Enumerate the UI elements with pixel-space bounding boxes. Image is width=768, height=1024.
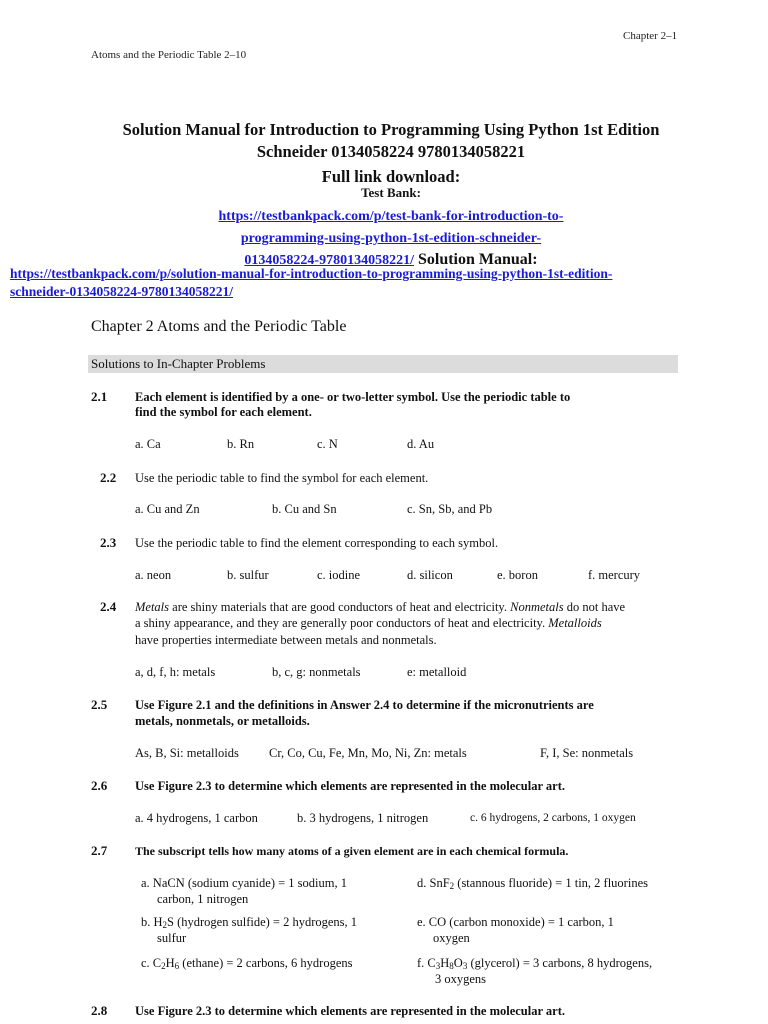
answer-2-5-nonmetals: F, I, Se: nonmetals — [540, 746, 634, 760]
answer-2-2-a: a. Cu and Zn — [135, 502, 200, 516]
answer-2-6-c: c. 6 hydrogens, 2 carbons, 1 oxygen — [470, 812, 636, 824]
answer-2-4-metalloid: e: metalloid — [407, 665, 467, 679]
problem-number-2-3: 2.3 — [100, 535, 117, 550]
problem-2-8-text: Use Figure 2.3 to determine which elements are represented in the molecular art. — [135, 1004, 566, 1018]
problem-number-2-5: 2.5 — [91, 697, 108, 712]
answer-2-1-d: d. Au — [407, 437, 435, 451]
solution-manual-link-line2[interactable]: schneider-0134058224-9780134058221/ — [10, 284, 233, 299]
answer-2-3-f: f. mercury — [588, 568, 641, 582]
answer-2-7-a-line1: a. NaCN (sodium cyanide) = 1 sodium, 1 — [141, 876, 347, 890]
problem-number-2-2: 2.2 — [100, 470, 117, 485]
problem-number-2-8: 2.8 — [91, 1003, 108, 1018]
problem-number-2-7: 2.7 — [91, 843, 108, 858]
problem-2-2-text: Use the periodic table to find the symbol for each element. — [135, 471, 429, 485]
answer-2-7-b-line1: b. $H_2S$ (hydrogen sulfide) = 2 hydrogens, 1 — [141, 915, 358, 930]
problem-2-6-text: Use Figure 2.3 to determine which elements are represented in the molecular art. — [135, 779, 566, 793]
answer-2-3-c: c. iodine — [317, 568, 361, 582]
answer-2-3-e: e. boron — [497, 568, 538, 582]
answer-2-3-d: d. silicon — [407, 568, 453, 582]
test-bank-link-line1[interactable]: https://testbankpack.com/p/test-bank-for-introduction-to- — [218, 209, 564, 224]
answer-2-3-a: a. neon — [135, 568, 172, 582]
test-bank-label: Test Bank: — [361, 185, 421, 200]
answer-2-1-b: b. Rn — [227, 437, 255, 451]
problem-2-5-text-line2: metals, nonmetals, or metalloids. — [135, 714, 310, 728]
answer-2-2-b: b. Cu and Sn — [272, 502, 337, 516]
answer-2-7-f-line2: 3 oxygens — [435, 972, 487, 986]
solution-manual-link-line1[interactable]: https://testbankpack.com/p/solution-manual-for-introduction-to-programming-using-python-1st-edition- — [10, 266, 613, 281]
answer-2-7-e-line1: e. CO (carbon monoxide) = 1 carbon, 1 — [417, 915, 614, 929]
problem-2-4-text-line1: Metals are shiny materials that are good conductors of heat and electricity. Nonmetals do not have — [135, 600, 626, 614]
problem-2-3-text: Use the periodic table to find the element corresponding to each symbol. — [135, 536, 499, 550]
test-bank-link-line2[interactable]: programming-using-python-1st-edition-schneider- — [240, 231, 542, 246]
problem-2-5-text-line1: Use Figure 2.1 and the definitions in Answer 2.4 to determine if the micronutrients are — [135, 698, 594, 712]
answer-2-2-c: c. Sn, Sb, and Pb — [407, 502, 493, 516]
answer-2-7-c: c. $C_2H_6$ (ethane) = 2 carbons, 6 hydrogens — [141, 956, 353, 971]
problem-2-4-text-line3: have properties intermediate between metals and nonmetals. — [135, 633, 437, 647]
answer-2-7-f-line1: f. $C_3H_8O_3$ (glycerol) = 3 carbons, 8 hydrogens, — [417, 956, 653, 971]
answer-2-6-a: a. 4 hydrogens, 1 carbon — [135, 811, 258, 825]
solution-manual-label: Solution Manual: — [417, 251, 538, 268]
page-number-header: Chapter 2–1 — [623, 30, 678, 42]
document-title-line1: Solution Manual for Introduction to Programming Using Python 1st Edition — [122, 120, 660, 139]
running-header: Atoms and the Periodic Table 2–10 — [91, 49, 247, 61]
term-metals: Metals — [135, 600, 170, 614]
problem-number-2-4: 2.4 — [100, 599, 117, 614]
section-heading-band — [88, 355, 678, 373]
problem-2-7-text: The subscript tells how many atoms of a given element are in each chemical formula. — [135, 844, 569, 858]
document-title-line2: Schneider 0134058224 9780134058221 — [256, 142, 526, 161]
test-bank-link-block — [0, 205, 768, 271]
answer-2-5-metals: Cr, Co, Cu, Fe, Mn, Mo, Ni, Zn: metals — [269, 746, 467, 760]
answer-2-7-a-line2: carbon, 1 nitrogen — [157, 892, 249, 906]
section-heading: Solutions to In-Chapter Problems — [91, 356, 266, 371]
answer-2-5-metalloids: As, B, Si: metalloids — [135, 746, 239, 760]
problem-2-1-text-line1: Each element is identified by a one- or two-letter symbol. Use the periodic table to — [135, 390, 571, 404]
answer-2-3-b: b. sulfur — [227, 568, 269, 582]
solution-manual-link-block — [10, 265, 612, 301]
full-link-heading: Full link download: — [321, 167, 461, 186]
answer-2-4-nonmetals: b, c, g: nonmetals — [272, 665, 361, 679]
term-nonmetals: Nonmetals — [510, 600, 564, 614]
answer-2-7-d: d. SnF$_2$ (stannous fluoride) = 1 tin, 2 fluorines — [417, 876, 648, 891]
answer-2-1-c: c. N — [317, 437, 338, 451]
problem-number-2-1: 2.1 — [91, 389, 108, 404]
answer-2-7-e-line2: oxygen — [433, 931, 470, 945]
answer-2-1-a: a. Ca — [135, 437, 161, 451]
test-bank-link-line3[interactable]: 0134058224-9780134058221/ — [244, 253, 414, 268]
answer-2-4-metals: a, d, f, h: metals — [135, 665, 216, 679]
term-metalloids: Metalloids — [548, 616, 602, 630]
answer-2-6-b: b. 3 hydrogens, 1 nitrogen — [297, 811, 429, 825]
problem-2-1-text-line2: find the symbol for each element. — [135, 405, 312, 419]
problem-number-2-6: 2.6 — [91, 778, 108, 793]
chapter-title: Chapter 2 Atoms and the Periodic Table — [91, 318, 347, 335]
answer-2-7-b-line2: sulfur — [157, 931, 187, 945]
problem-2-4-text-line2: a shiny appearance, and they are generally poor conductors of heat and electricity. Metalloids — [135, 616, 602, 630]
